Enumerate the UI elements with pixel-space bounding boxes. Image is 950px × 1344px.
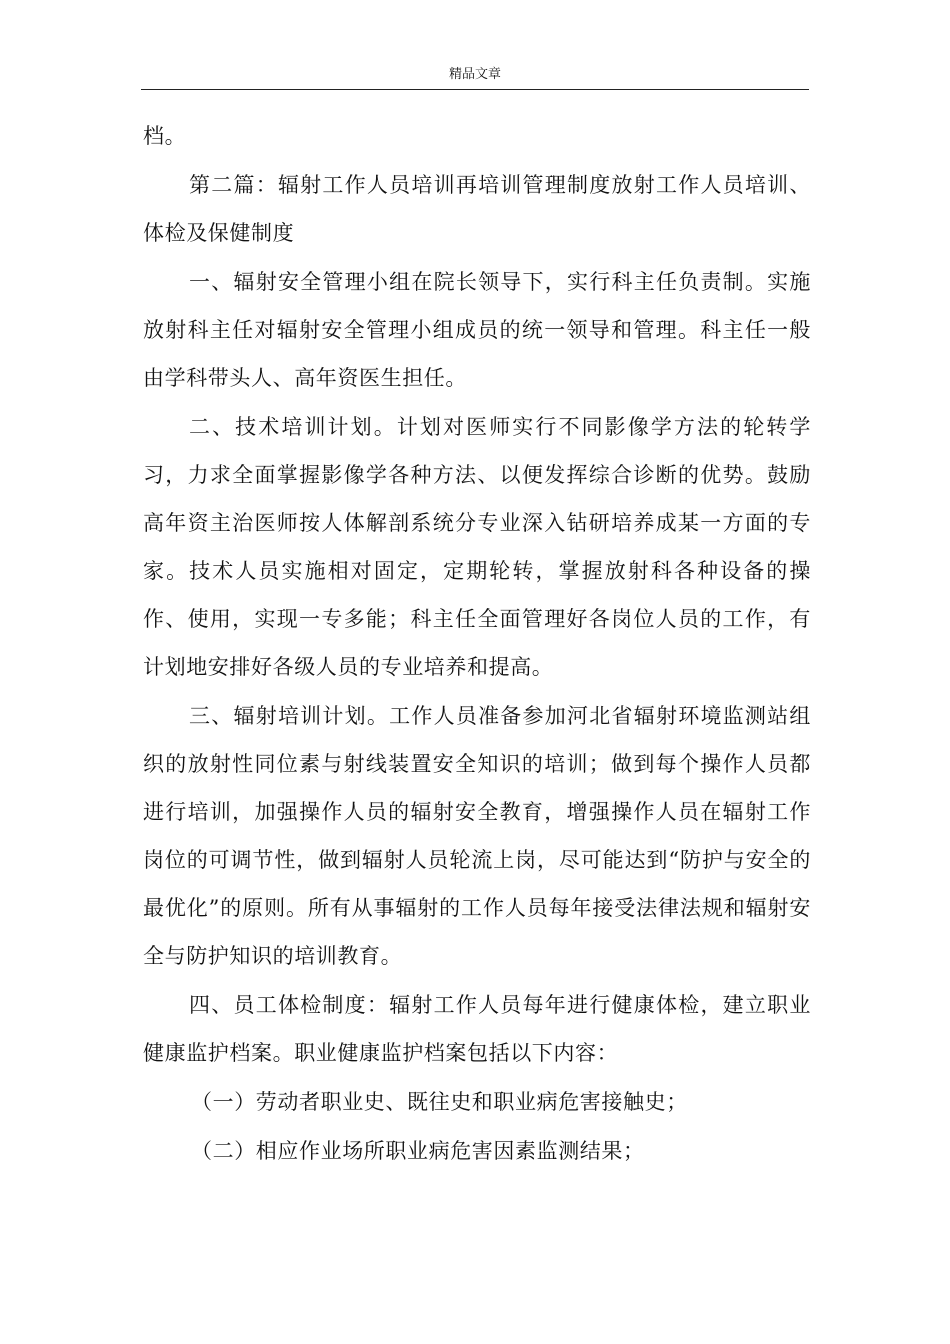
paragraph-item-1: 一、辐射安全管理小组在院长领导下，实行科主任负责制。实施放射科主任对辐射安全管理小组成员的统一领导和管理。科主任一般由学科带头人、高年资医生担任。 [143, 270, 811, 390]
paragraph-item-2: 二、技术培训计划。计划对医师实行不同影像学方法的轮转学习，力求全面掌握影像学各种方法、以便发挥综合诊断的优势。鼓励高年资主治医师按人体解剖系统分专业深入钻研培养成某一方面的专家。技术人员实施相对固定，定期轮转，掌握放射科各种设备的操作、使用，实现一专多能；科主任全面管理好各岗位人员的工作，有计划地安排好各级人员的专业培养和提高。 [143, 415, 811, 679]
paragraph-item-3: 三、辐射培训计划。工作人员准备参加河北省辐射环境监测站组织的放射性同位素与射线装置安全知识的培训；做到每个操作人员都进行培训，加强操作人员的辐射安全教育，增强操作人员在辐射工作岗位的可调节性，做到辐射人员轮流上岗，尽可能达到“防护与安全的最优化”的原则。所有从事辐射的工作人员每年接受法律法规和辐射安全与防护知识的培训教育。 [143, 704, 811, 968]
list-item-sub-2: （二）相应作业场所职业病危害因素监测结果； [191, 1139, 645, 1163]
list-item-sub-1: （一）劳动者职业史、既往史和职业病危害接触史； [191, 1090, 688, 1114]
page-header [141, 66, 809, 90]
paragraph-item-4: 四、员工体检制度：辐射工作人员每年进行健康体检，建立职业健康监护档案。职业健康监护档案包括以下内容： [143, 993, 811, 1065]
paragraph-continuation: 档。 [143, 124, 187, 148]
header-title: 精品文章 [448, 67, 501, 82]
document-body [143, 112, 811, 1176]
paragraph-section-title: 第二篇：辐射工作人员培训再培训管理制度放射工作人员培训、体检及保健制度 [143, 173, 811, 245]
